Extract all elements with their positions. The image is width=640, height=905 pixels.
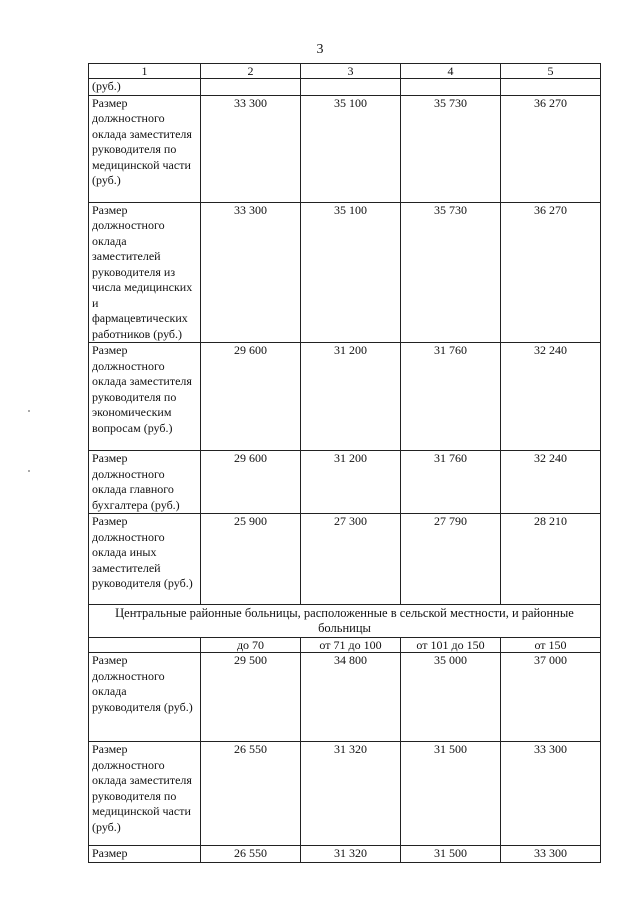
- scan-speck: [28, 410, 30, 412]
- table-row: [89, 451, 601, 514]
- salary-cell: 26 550: [201, 846, 301, 863]
- salary-cell: 31 320: [301, 742, 401, 846]
- salary-cell: 26 550: [201, 742, 301, 846]
- column-header: 2: [201, 64, 301, 79]
- salary-table: [88, 63, 601, 863]
- row-label: Размер должностного оклада заместителя руководителя по медицинской части (руб.): [89, 95, 201, 202]
- column-header: 5: [501, 64, 601, 79]
- column-header: 4: [401, 64, 501, 79]
- salary-cell: 35 730: [401, 95, 501, 202]
- row-label: Размер должностного оклада главного бухгалтера (руб.): [89, 451, 201, 514]
- row-label: Размер должностного оклада иных заместителей руководителя (руб.): [89, 514, 201, 605]
- column-header: 1: [89, 64, 201, 79]
- salary-cell: 35 100: [301, 202, 401, 343]
- salary-cell: 33 300: [501, 846, 601, 863]
- salary-cell: 33 300: [501, 742, 601, 846]
- column-number-row: [89, 64, 601, 79]
- table-row: [89, 742, 601, 846]
- salary-cell: 25 900: [201, 514, 301, 605]
- bed-range-header: от 150: [501, 638, 601, 653]
- table-row: [89, 514, 601, 605]
- salary-cell: 31 320: [301, 846, 401, 863]
- salary-cell: 27 790: [401, 514, 501, 605]
- salary-cell: 31 200: [301, 343, 401, 451]
- row-label: Размер должностного оклада заместителя руководителя по экономическим вопросам (руб.): [89, 343, 201, 451]
- salary-cell: 33 300: [201, 95, 301, 202]
- salary-cell: 35 730: [401, 202, 501, 343]
- salary-cell: 34 800: [301, 653, 401, 742]
- row-label: Размер должностного оклада руководителя (руб.): [89, 653, 201, 742]
- salary-cell: 32 240: [501, 343, 601, 451]
- salary-cell: 29 600: [201, 451, 301, 514]
- salary-cell: 31 760: [401, 343, 501, 451]
- page-number: 3: [316, 42, 324, 57]
- salary-cell: 35 000: [401, 653, 501, 742]
- scan-speck: [28, 470, 30, 472]
- column-header: 3: [301, 64, 401, 79]
- continuation-row: [89, 79, 601, 96]
- salary-cell: 32 240: [501, 451, 601, 514]
- salary-cell: 31 500: [401, 846, 501, 863]
- salary-cell: 31 760: [401, 451, 501, 514]
- salary-cell: 29 500: [201, 653, 301, 742]
- salary-cell: 31 200: [301, 451, 401, 514]
- salary-cell: 35 100: [301, 95, 401, 202]
- bed-range-header: от 101 до 150: [401, 638, 501, 653]
- salary-cell: 37 000: [501, 653, 601, 742]
- salary-cell: 28 210: [501, 514, 601, 605]
- table-row: [89, 653, 601, 742]
- salary-cell: 33 300: [201, 202, 301, 343]
- bed-range-header: от 71 до 100: [301, 638, 401, 653]
- bed-range-row: [89, 638, 601, 653]
- table-row: [89, 343, 601, 451]
- bed-range-header: до 70: [201, 638, 301, 653]
- salary-cell: 29 600: [201, 343, 301, 451]
- salary-cell: 31 500: [401, 742, 501, 846]
- salary-cell: 36 270: [501, 95, 601, 202]
- salary-cell: 27 300: [301, 514, 401, 605]
- section-title-row: [89, 605, 601, 638]
- row-label: Размер: [89, 846, 201, 863]
- continuation-label: (руб.): [89, 79, 201, 96]
- row-label: Размер должностного оклада заместителей руководителя из числа медицинских и фармацевтических работников (руб.): [89, 202, 201, 343]
- row-label: Размер должностного оклада заместителя руководителя по медицинской части (руб.): [89, 742, 201, 846]
- table-row: [89, 846, 601, 863]
- table-row: [89, 95, 601, 202]
- salary-cell: 36 270: [501, 202, 601, 343]
- table-row: [89, 202, 601, 343]
- section-title: Центральные районные больницы, расположенные в сельской местности, и районные больницы: [89, 605, 601, 638]
